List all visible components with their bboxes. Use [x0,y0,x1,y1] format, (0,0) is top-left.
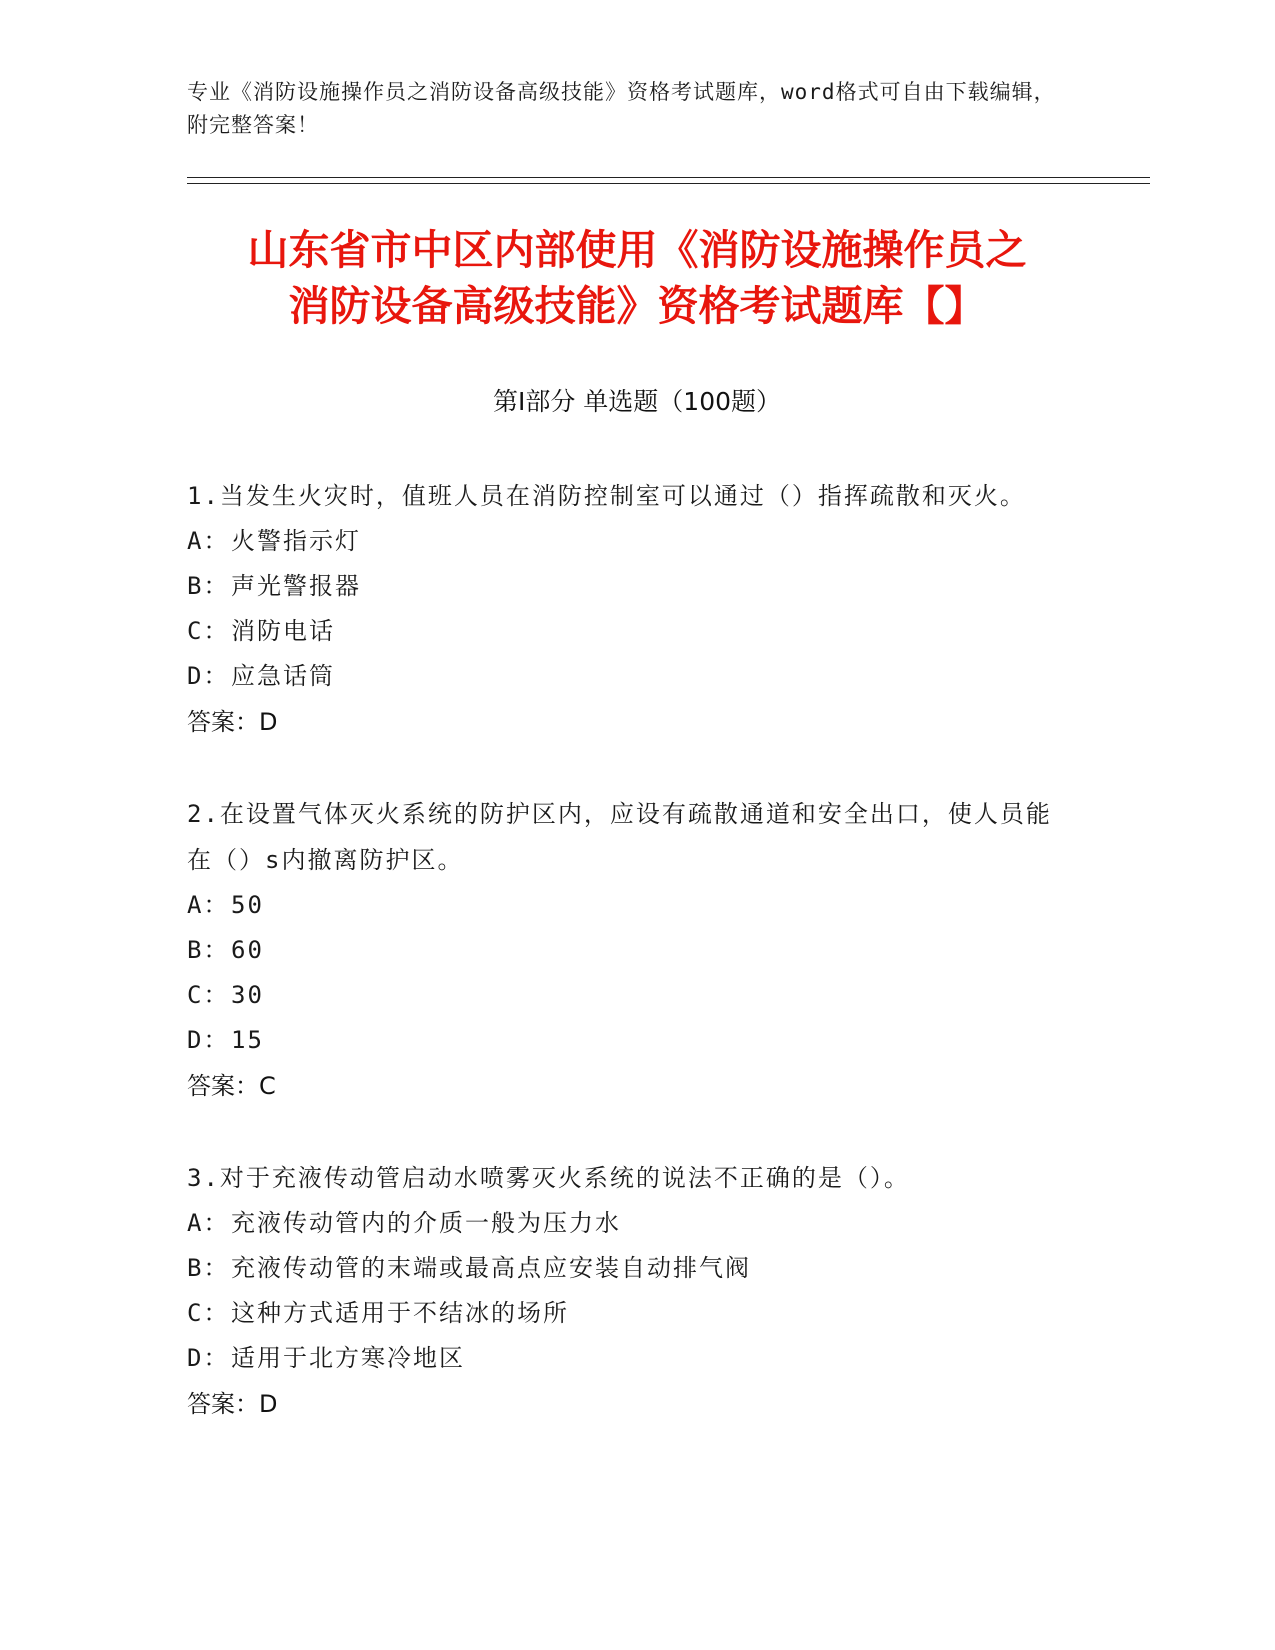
question-stem: 2.在设置气体灭火系统的防护区内，应设有疏散通道和安全出口，使人员能在（）s内撤离防护区。 [187,800,1052,874]
option-c [187,1291,1067,1336]
section-heading: 第Ⅰ部分 单选题（100题） [492,387,782,416]
option-text: 这种方式适用于不结冰的场所 [231,1299,569,1327]
option-d [187,1018,1067,1063]
question-item [187,1155,1067,1427]
option-b [187,564,1067,609]
option-b [187,928,1067,973]
option-a [187,883,1067,928]
option-a [187,519,1067,564]
option-text: 充液传动管的末端或最高点应安装自动排气阀 [231,1254,751,1282]
header-rule-top [187,177,1150,178]
option-c [187,609,1067,654]
option-key: D： [187,1344,230,1372]
answer-line: 答案：D [187,708,278,736]
option-d [187,654,1067,699]
option-key: C： [187,617,230,645]
header-note: 专业《消防设施操作员之消防设备高级技能》资格考试题库，word格式可自由下载编辑，附完整答案！ [187,80,1056,137]
question-item [187,473,1067,745]
option-key: A： [187,891,230,919]
option-text: 60 [231,936,264,964]
document-title-line-2: 消防设备高级技能》资格考试题库【】 [288,282,986,330]
option-key: C： [187,1299,230,1327]
option-key: D： [187,662,230,690]
answer-line: 答案：C [187,1072,276,1100]
option-text: 50 [231,891,264,919]
option-text: 消防电话 [231,617,335,645]
document-title [187,222,1087,334]
option-text: 适用于北方寒冷地区 [231,1344,465,1372]
option-text: 声光警报器 [231,572,361,600]
option-text: 充液传动管内的介质一般为压力水 [231,1209,621,1237]
option-key: A： [187,1209,230,1237]
option-d [187,1336,1067,1381]
question-list [187,473,1067,1473]
option-text: 火警指示灯 [231,527,361,555]
option-text: 15 [231,1026,264,1054]
option-b [187,1246,1067,1291]
option-text: 30 [231,981,264,1009]
question-item [187,791,1067,1109]
question-stem: 1.当发生火灾时，值班人员在消防控制室可以通过（）指挥疏散和灭火。 [187,482,1026,510]
option-key: B： [187,572,230,600]
option-key: B： [187,936,230,964]
option-a [187,1201,1067,1246]
option-key: A： [187,527,230,555]
question-stem: 3.对于充液传动管启动水喷雾灭火系统的说法不正确的是（）。 [187,1164,910,1192]
document-title-line-1: 山东省市中区内部使用《消防设施操作员之 [247,226,1027,274]
option-key: C： [187,981,230,1009]
option-key: B： [187,1254,230,1282]
option-text: 应急话筒 [231,662,335,690]
option-key: D： [187,1026,230,1054]
answer-line: 答案：D [187,1390,278,1418]
header-rule-bottom [187,183,1150,184]
option-c [187,973,1067,1018]
